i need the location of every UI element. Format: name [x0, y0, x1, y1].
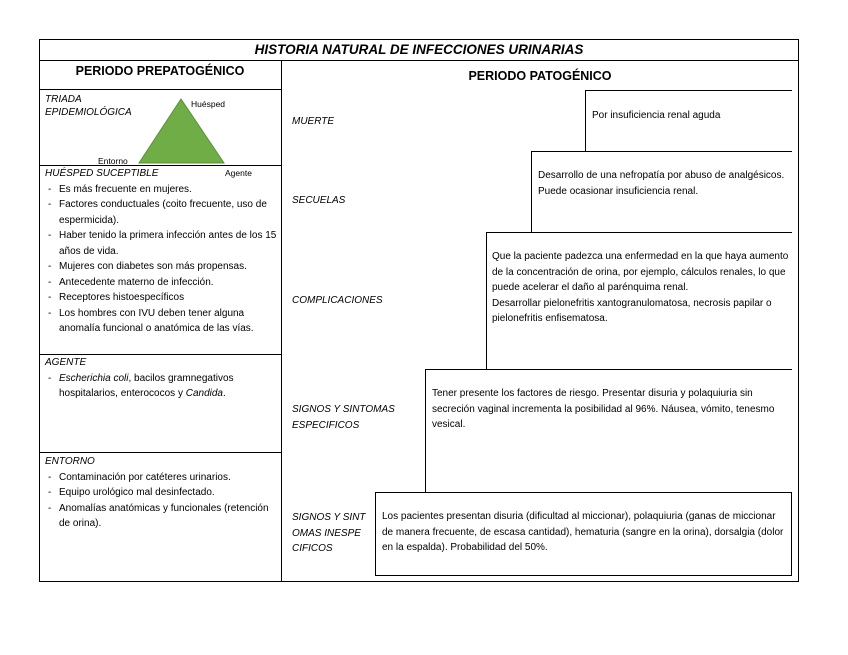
- stage-paragraph: Que la paciente padezca una enfermedad en la que haya aumento de la concentración de orina, por ejemplo, cálculos renales, lo que puede acelerar el daño al parénquima renal.: [492, 251, 789, 293]
- stage-text-death: [592, 108, 787, 124]
- list-item: - Es más frecuente en mujeres.: [45, 182, 277, 198]
- stage-label-nonspecific-signs: SIGNOS Y SINTOMAS INESPECIFICOS: [292, 512, 366, 554]
- triad-vertex-environment: Entorno: [98, 156, 128, 166]
- left-row-divider-2: [39, 354, 281, 355]
- stage-paragraph: Desarrollo de una nefropatía por abuso de analgésicos.: [538, 170, 785, 181]
- host-section: [45, 168, 277, 337]
- list-item: [45, 371, 277, 402]
- right-column-header: PERIODO PATOGÉNICO: [468, 69, 612, 83]
- stage-text-complications: [492, 249, 790, 327]
- triad-vertex-host: Huésped: [191, 99, 226, 109]
- environment-title: ENTORNO: [45, 456, 95, 467]
- stage-text-sequelae: [538, 168, 788, 199]
- stage-paragraph: Por insuficiencia renal aguda: [592, 110, 721, 121]
- list-item: - Antecedente materno de infección.: [45, 275, 277, 291]
- left-header-divider: [39, 89, 281, 90]
- agent-genus: Candida: [185, 388, 223, 399]
- agent-list: [45, 371, 277, 402]
- stage-label-sequelae: SECUELAS: [292, 195, 346, 206]
- stage-label-complications: COMPLICACIONES: [292, 295, 383, 306]
- stage-paragraph: Los pacientes presentan disuria (dificultad al miccionar), polaquiuria (ganas de miccionar de manera frecuente, de escasa cantidad), hematuria (sangre en la orina), dorsalgia (dolor en la espalda). Probabilidad del 50%.: [382, 511, 784, 553]
- column-divider: [281, 60, 282, 582]
- host-title: HUÉSPED SUCEPTIBLE: [45, 168, 159, 179]
- list-item: - Receptores histoespecíficos: [45, 290, 277, 306]
- triad-vertex-agent: Agente: [225, 168, 252, 178]
- agent-section: [45, 357, 277, 402]
- list-item: - Equipo urológico mal desinfectado.: [45, 485, 277, 501]
- stage-label-specific-signs: SIGNOS Y SINTOMAS ESPECIFICOS: [292, 404, 395, 431]
- environment-section: [45, 456, 277, 532]
- title-divider: [39, 60, 799, 61]
- stage-text-specific-signs: [432, 386, 788, 433]
- agent-title: AGENTE: [45, 357, 87, 368]
- left-row-divider-3: [39, 452, 281, 453]
- environment-list: [45, 470, 277, 532]
- list-item: - Contaminación por catéteres urinarios.: [45, 470, 277, 486]
- triad-title-line2: EPIDEMIOLÓGICA: [45, 106, 132, 118]
- stage-text-nonspecific-signs: [382, 509, 787, 556]
- list-item: - Factores conductuales (coito frecuente, uso de espermicida).: [45, 197, 277, 228]
- host-list: [45, 182, 277, 337]
- agent-description: , bacilos gramnegativos hospitalarios, enterococos y: [59, 372, 234, 399]
- stage-paragraph: Tener presente los factores de riesgo. Presentar disuria y polaquiuria sin secreción vaginal incrementa la posibilidad al 96%. Náusea, vómito, tenesmo vesical.: [432, 388, 775, 430]
- list-item: - Mujeres con diabetes son más propensas.: [45, 259, 277, 275]
- document-title: HISTORIA NATURAL DE INFECCIONES URINARIAS: [254, 42, 584, 57]
- stage-paragraph: Desarrollar pielonefritis xantogranulomatosa, necrosis papilar o pielonefritis enfisematosa.: [492, 297, 772, 324]
- triad-title-line1: TRIADA: [45, 94, 82, 105]
- agent-end: .: [223, 388, 226, 399]
- list-item: - Los hombres con IVU deben tener alguna anomalía funcional o anatómica de las vías.: [45, 306, 277, 337]
- stage-paragraph: Puede ocasionar insuficiencia renal.: [538, 185, 699, 197]
- list-item: - Haber tenido la primera infección antes de los 15 años de vida.: [45, 228, 277, 259]
- list-item: - Anomalías anatómicas y funcionales (retención de orina).: [45, 501, 277, 532]
- agent-species: Escherichia coli: [59, 372, 129, 384]
- stage-label-death: MUERTE: [292, 116, 335, 127]
- left-column-header: PERIODO PREPATOGÉNICO: [75, 64, 245, 78]
